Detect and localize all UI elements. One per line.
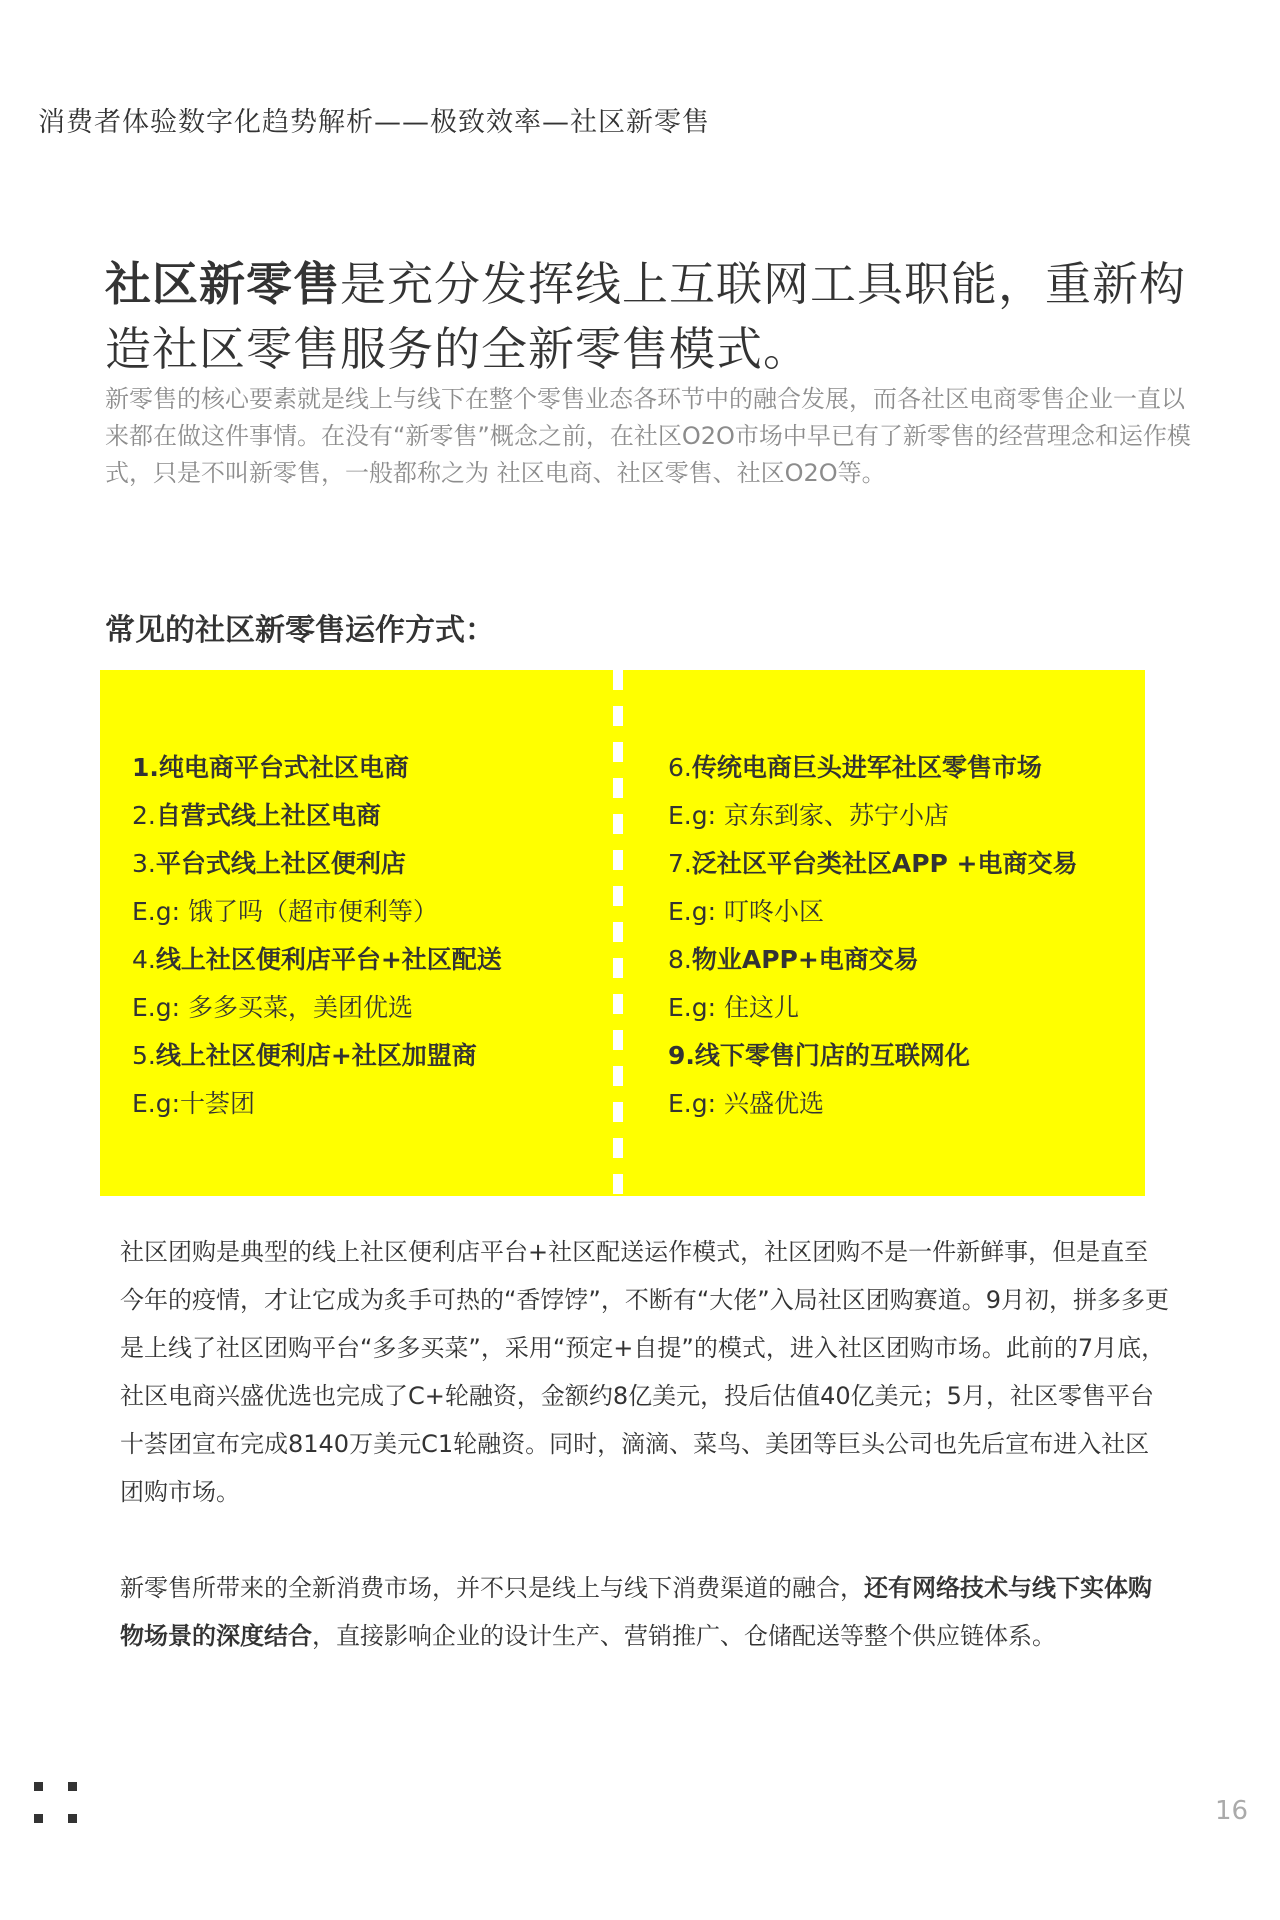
- item-number: 6.: [668, 753, 692, 782]
- example-item: E.g:十荟团: [132, 1089, 256, 1118]
- item-number: 7.: [668, 849, 692, 878]
- example-item: E.g: 兴盛优选: [668, 1089, 824, 1118]
- paragraph2-start: 新零售所带来的全新消费市场，并不只是线上与线下消费渠道的融合，: [120, 1574, 864, 1602]
- headline: [105, 252, 1205, 382]
- list-item: [668, 748, 1128, 796]
- item-number: 8.: [668, 945, 692, 974]
- list-item: [132, 796, 602, 844]
- headline-strong: 社区新零售: [105, 257, 340, 311]
- item-number: 2.: [132, 801, 156, 830]
- item-text: 物业APP+电商交易: [691, 945, 919, 974]
- list-item: [668, 940, 1128, 988]
- paragraph2-bold: 还有网络技术与线下实体购物场景的深度结合: [120, 1574, 1152, 1650]
- body-paragraph-2: [120, 1564, 1170, 1660]
- example-item: E.g: 饿了吗（超市便利等）: [132, 897, 438, 926]
- example-item: E.g: 叮咚小区: [668, 897, 824, 926]
- item-number: 5.: [132, 1041, 156, 1070]
- item-text: 自营式线上社区电商: [155, 801, 381, 830]
- section-title: 常见的社区新零售运作方式：: [105, 613, 495, 648]
- item-text: 平台式线上社区便利店: [155, 849, 406, 878]
- headline-rest: 是充分发挥线上互联网工具职能，重新构造社区零售服务的全新零售模式。: [105, 257, 1186, 376]
- methods-left-column: [132, 748, 602, 1132]
- item-text: 线上社区便利店+社区加盟商: [155, 1041, 477, 1070]
- example-item: E.g: 住这儿: [668, 993, 799, 1022]
- list-item: [132, 1036, 602, 1084]
- list-item: [132, 940, 602, 988]
- intro-paragraph: 新零售的核心要素就是线上与线下在整个零售业态各环节中的融合发展，而各社区电商零售企业一直以来都在做这件事情。在没有“新零售”概念之前，在社区O2O市场中早已有了新零售的经营理念和运作模式，只是不叫新零售，一般都称之为 社区电商、社区零售、社区O2O等。: [105, 385, 1191, 487]
- item-number: 3.: [132, 849, 156, 878]
- list-item: [668, 844, 1128, 892]
- page-number: 16: [1215, 1796, 1249, 1826]
- list-item: [132, 844, 602, 892]
- list-item: 1.纯电商平台式社区电商: [132, 753, 409, 782]
- dashed-divider: [613, 670, 623, 1196]
- example-item: E.g: 京东到家、苏宁小店: [668, 801, 949, 830]
- body-paragraph-1: 社区团购是典型的线上社区便利店平台+社区配送运作模式，社区团购不是一件新鲜事，但是直至今年的疫情，才让它成为炙手可热的“香饽饽”，不断有“大佬”入局社区团购赛道。9月初，拼多多更是上线了社区团购平台“多多买菜”，采用“预定+自提”的模式，进入社区团购市场。此前的7月底，社区电商兴盛优选也完成了C+轮融资，金额约8亿美元，投后估值40亿美元；5月，社区零售平台十荟团宣布完成8140万美元C1轮融资。同时，滴滴、菜鸟、美团等巨头公司也先后宣布进入社区团购市场。: [120, 1238, 1170, 1506]
- list-item: 9.线下零售门店的互联网化: [668, 1041, 970, 1070]
- dots-grid-icon: [34, 1782, 82, 1830]
- paragraph2-end: ，直接影响企业的设计生产、营销推广、仓储配送等整个供应链体系。: [312, 1622, 1056, 1650]
- item-text: 传统电商巨头进军社区零售市场: [691, 753, 1042, 782]
- item-text: 泛社区平台类社区APP +电商交易: [691, 849, 1078, 878]
- header-title: 消费者体验数字化趋势解析——极致效率—社区新零售: [38, 107, 710, 138]
- item-number: 4.: [132, 945, 156, 974]
- item-text: 线上社区便利店平台+社区配送: [155, 945, 502, 974]
- example-item: E.g: 多多买菜，美团优选: [132, 993, 413, 1022]
- methods-right-column: [668, 748, 1128, 1132]
